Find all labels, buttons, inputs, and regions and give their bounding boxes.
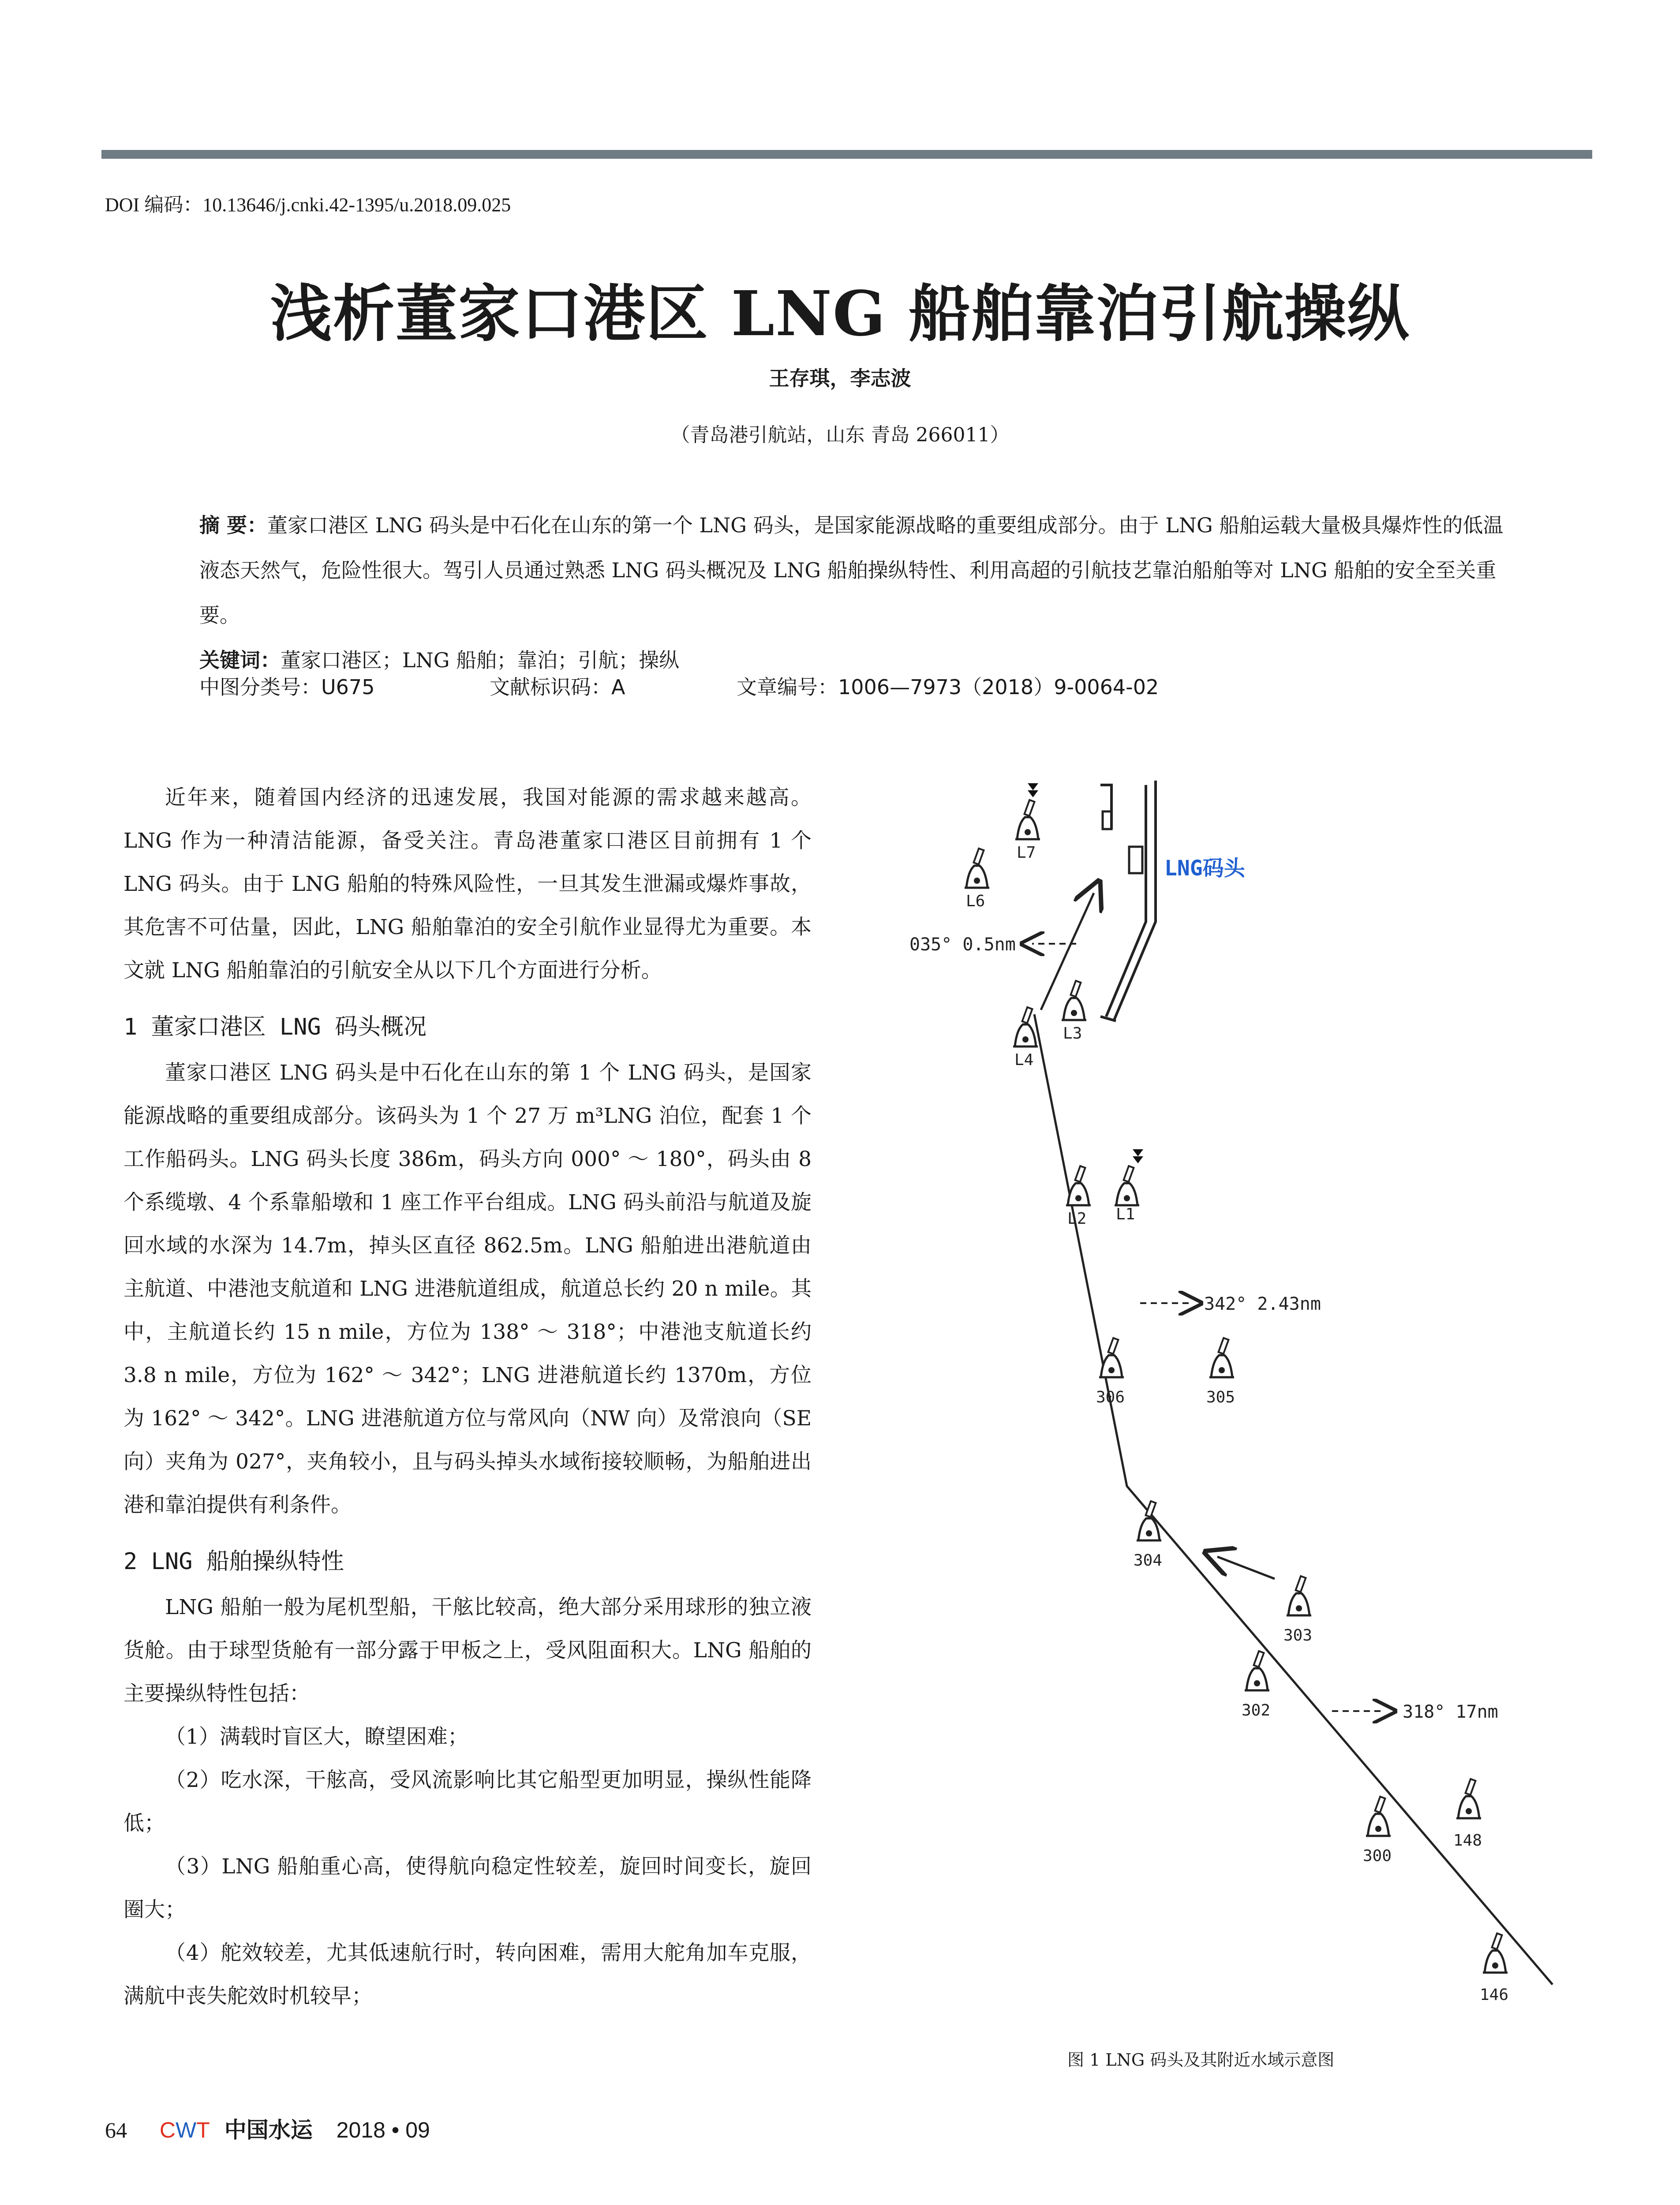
topmark-icon <box>1028 783 1038 797</box>
buoy-label: L4 <box>1014 1051 1034 1069</box>
buoy-label: 302 <box>1242 1701 1271 1719</box>
article-affiliation: （青岛港引航站，山东 青岛 266011） <box>670 424 1010 446</box>
journal-name: 中国水运 <box>224 2117 313 2143</box>
body-column <box>123 776 812 2018</box>
buoy-icon <box>1483 1933 1508 1973</box>
buoy-label: 303 <box>1283 1626 1313 1644</box>
buoy-icon <box>1456 1779 1481 1818</box>
list-item: （3）LNG 船舶重心高，使得航向稳定性较差，旋回时间变长，旋回圈大； <box>123 1854 812 1922</box>
section-1-heading: 1 董家口港区 LNG 码头概况 <box>123 1014 427 1040</box>
buoy-icon <box>1099 1338 1124 1377</box>
list-item: （4）舵效较差，尤其低速航行时，转向困难，需用大舵角加车克服，满航中丧失舵效时机较早； <box>123 1941 812 2008</box>
buoy-label: 306 <box>1096 1388 1125 1406</box>
buoy-icon <box>1209 1338 1234 1377</box>
clc-number: 中图分类号：U675 <box>199 675 375 699</box>
abstract <box>199 503 1507 638</box>
course-label: 342° 2.43nm <box>1204 1294 1321 1314</box>
section-1-paragraph: 董家口港区 LNG 码头是中石化在山东的第 1 个 LNG 码头，是国家能源战略的重要组成部分。该码头为 1 个 27 万 m³LNG 泊位，配套 1 个工作船码头。LNG 码头长度 386m，码头方向 000° ～ 180°，码头由 8 个系缆墩、4 个系靠船墩和 1 座工作平台组成。LNG 码头前沿与航道及旋回水域的水深为 14.7m，掉头区直径 862.5m。LNG 船舶进出港航道由主航道、中港池支航道和 LNG 进港航道组成，航道总长约 20 n mile。其中，主航道长约 15 n mile，方位为 138° ～ 318°；中港池支航道长约 3.8 n mile，方位为 162° ～ 342°；LNG 进港航道长约 1370m，方位为 162° ～ 342°。LNG 进港航道方位与常风向（NW 向）及常浪向（SE 向）夹角为 027°，夹角较小，且与码头掉头水域衔接较顺畅，为船舶进出港和靠泊提供有利条件。 <box>123 1061 812 1517</box>
channel-diagram <box>860 767 1575 2024</box>
document-code: 文献标识码：A <box>490 675 625 699</box>
buoy-icon <box>1015 800 1040 839</box>
section-2-paragraph: LNG 船舶一般为尾机型船，干舷比较高，绝大部分采用球形的独立液货舱。由于球型货舱有一部分露于甲板之上，受风阻面积大。LNG 船舶的主要操纵特性包括： <box>123 1595 812 1706</box>
journal-issue: 2018 • 09 <box>336 2118 430 2142</box>
intro-paragraph: 近年来，随着国内经济的迅速发展，我国对能源的需求越来越高。LNG 作为一种清洁能源，备受关注。青岛港董家口港区目前拥有 1 个 LNG 码头。由于 LNG 船舶的特殊风险性，一旦其发生泄漏或爆炸事故，其危害不可估量，因此，LNG 船舶靠泊的安全引航作业显得尤为重要。本文就 LNG 船舶靠泊的引航安全从以下几个方面进行分析。 <box>123 785 812 983</box>
list-item: （1）满载时盲区大，瞭望困难； <box>165 1725 468 1749</box>
buoy-label: L1 <box>1116 1205 1135 1223</box>
journal-logo <box>160 2118 210 2142</box>
buoy-label: L6 <box>966 892 985 910</box>
keywords-text: 董家口港区；LNG 船舶；靠泊；引航；操纵 <box>281 648 680 672</box>
buoy-icon <box>1013 1007 1038 1046</box>
keywords-label: 关键词： <box>199 648 281 672</box>
course-label: 035° 0.5nm <box>909 934 1016 955</box>
buoy-label: L2 <box>1067 1210 1087 1228</box>
header-rule <box>101 150 1592 159</box>
buoy-icon <box>1062 981 1086 1020</box>
logo-letter: C <box>159 2118 176 2142</box>
buoy-label: L3 <box>1063 1024 1082 1043</box>
list-item: （2）吃水深，干舷高，受风流影响比其它船型更加明显，操纵性能降低； <box>123 1768 812 1835</box>
buoy-icon <box>1245 1651 1269 1690</box>
buoy-label: 146 <box>1480 1986 1509 2004</box>
buoy-icon <box>1066 1166 1091 1205</box>
buoy-icon <box>1115 1166 1139 1205</box>
lng-terminal <box>1100 781 1156 1021</box>
article-number: 文章编号：1006—7973（2018）9-0064-02 <box>737 675 1159 699</box>
buoy-label: L7 <box>1017 844 1036 862</box>
course-label: 318° 17nm <box>1403 1702 1498 1722</box>
page-footer <box>105 2112 430 2144</box>
buoy-label: 148 <box>1453 1831 1482 1850</box>
buoy-label: 300 <box>1363 1847 1392 1865</box>
abstract-text: 董家口港区 LNG 码头是中石化在山东的第一个 LNG 码头，是国家能源战略的重要组成部分。由于 LNG 船舶运载大量极具爆炸性的低温液态天然气，危险性很大。驾引人员通过熟悉 LNG 码头概况及 LNG 船舶操纵特性、利用高超的引航技艺靠泊船舶等对 LNG 船舶的安全至关重要。 <box>199 513 1504 627</box>
article-authors: 王存琪，李志波 <box>769 366 911 390</box>
abstract-label: 摘 要： <box>199 513 268 537</box>
buoy-icon <box>1366 1797 1391 1836</box>
article-title: 浅析董家口港区 LNG 船舶靠泊引航操纵 <box>270 278 1410 350</box>
figure-caption: 图 1 LNG 码头及其附近水域示意图 <box>1067 2050 1335 2070</box>
buoy-icon <box>965 848 989 888</box>
logo-letter: W <box>176 2118 197 2142</box>
section-2-heading: 2 LNG 船舶操纵特性 <box>123 1548 344 1575</box>
page-number: 64 <box>105 2118 127 2142</box>
logo-letter: T <box>196 2118 210 2142</box>
buoy-icon <box>1287 1576 1311 1615</box>
buoy-label: 304 <box>1134 1551 1163 1570</box>
buoy-label: 305 <box>1206 1388 1235 1406</box>
course-arrows <box>1032 944 1385 1711</box>
doi-line: DOI 编码：10.13646/j.cnki.42-1395/u.2018.09.025 <box>105 194 511 216</box>
topmark-icon <box>1133 1149 1143 1163</box>
course-line <box>1034 893 1553 1984</box>
terminal-label: LNG码头 <box>1164 856 1245 881</box>
abstract-block <box>199 503 1507 683</box>
